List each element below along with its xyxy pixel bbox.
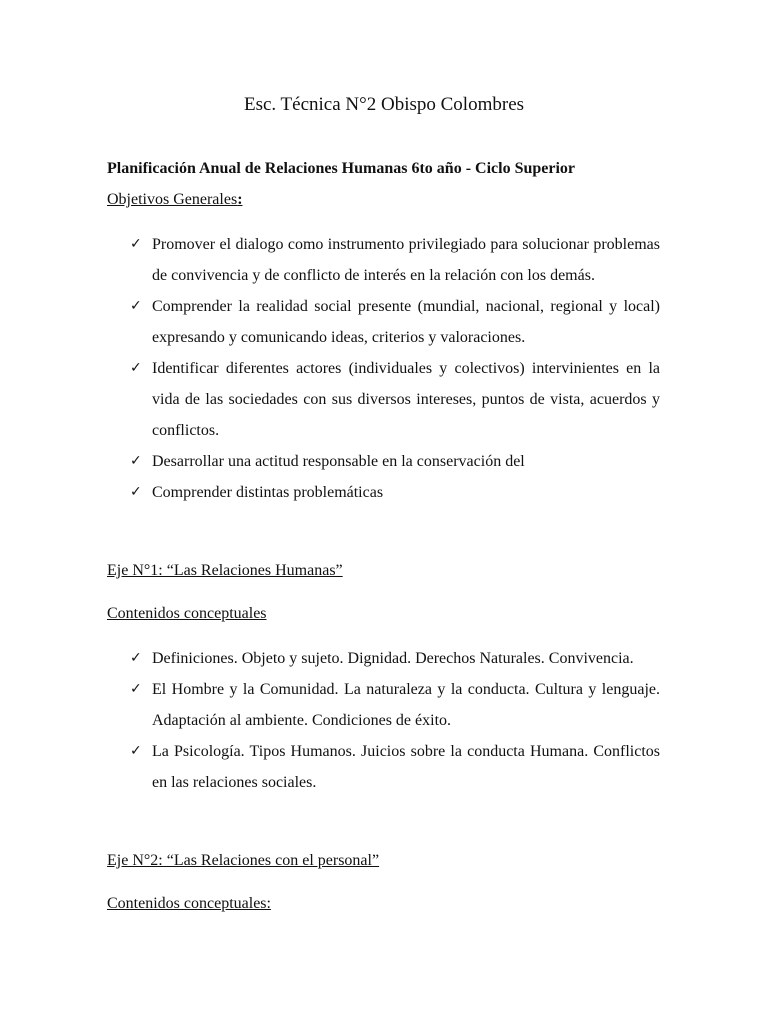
list-item — [130, 674, 660, 736]
check-icon: ✓ — [130, 743, 142, 759]
list-item-text: Comprender distintas problemáticas — [152, 484, 384, 501]
check-icon: ✓ — [130, 236, 142, 252]
check-icon: ✓ — [130, 453, 142, 469]
planning-heading: Planificación Anual de Relaciones Humanas 6to año - Ciclo Superior — [107, 160, 576, 177]
list-item — [130, 477, 660, 508]
eje2-contenidos-label: Contenidos conceptuales: — [107, 895, 271, 912]
list-item-text: Desarrollar una actitud responsable en la conservación del — [152, 453, 525, 470]
objetivos-heading — [107, 188, 667, 212]
list-item — [130, 643, 660, 674]
eje1-title: Eje N°1: “Las Relaciones Humanas” — [107, 562, 343, 579]
check-icon: ✓ — [130, 484, 142, 500]
eje2-title: Eje N°2: “Las Relaciones con el personal” — [107, 852, 380, 869]
check-icon: ✓ — [130, 298, 142, 314]
eje1-contenidos-label: Contenidos conceptuales — [107, 605, 267, 622]
list-item-text: El Hombre y la Comunidad. La naturaleza y la conducta. Cultura y lenguaje. Adaptación al ambiente. Condiciones de éxito. — [152, 681, 660, 729]
check-icon: ✓ — [130, 681, 142, 697]
objetivos-label: Objetivos Generales — [107, 191, 238, 208]
objetivos-list — [130, 229, 660, 508]
list-item-text: Identificar diferentes actores (individuales y colectivos) intervinientes en la vida de las sociedades con sus diversos intereses, puntos de vista, acuerdos y conflictos. — [152, 360, 660, 439]
check-icon: ✓ — [130, 650, 142, 666]
list-item-text: Definiciones. Objeto y sujeto. Dignidad. Derechos Naturales. Convivencia. — [152, 650, 634, 667]
objetivos-colon: : — [237, 191, 243, 208]
list-item — [130, 446, 660, 477]
check-icon: ✓ — [130, 360, 142, 376]
list-item-text: La Psicología. Tipos Humanos. Juicios sobre la conducta Humana. Conflictos en las relaciones sociales. — [152, 743, 660, 791]
list-item-text: Comprender la realidad social presente (mundial, nacional, regional y local) expresando y comunicando ideas, criterios y valoraciones. — [152, 298, 660, 346]
eje1-list — [130, 643, 660, 798]
list-item — [130, 229, 660, 291]
school-title: Esc. Técnica N°2 Obispo Colombres — [243, 94, 525, 115]
list-item — [130, 291, 660, 353]
list-item — [130, 353, 660, 446]
list-item — [130, 736, 660, 798]
list-item-text: Promover el dialogo como instrumento privilegiado para solucionar problemas de convivencia y de conflicto de interés en la relación con los demás. — [152, 236, 660, 284]
